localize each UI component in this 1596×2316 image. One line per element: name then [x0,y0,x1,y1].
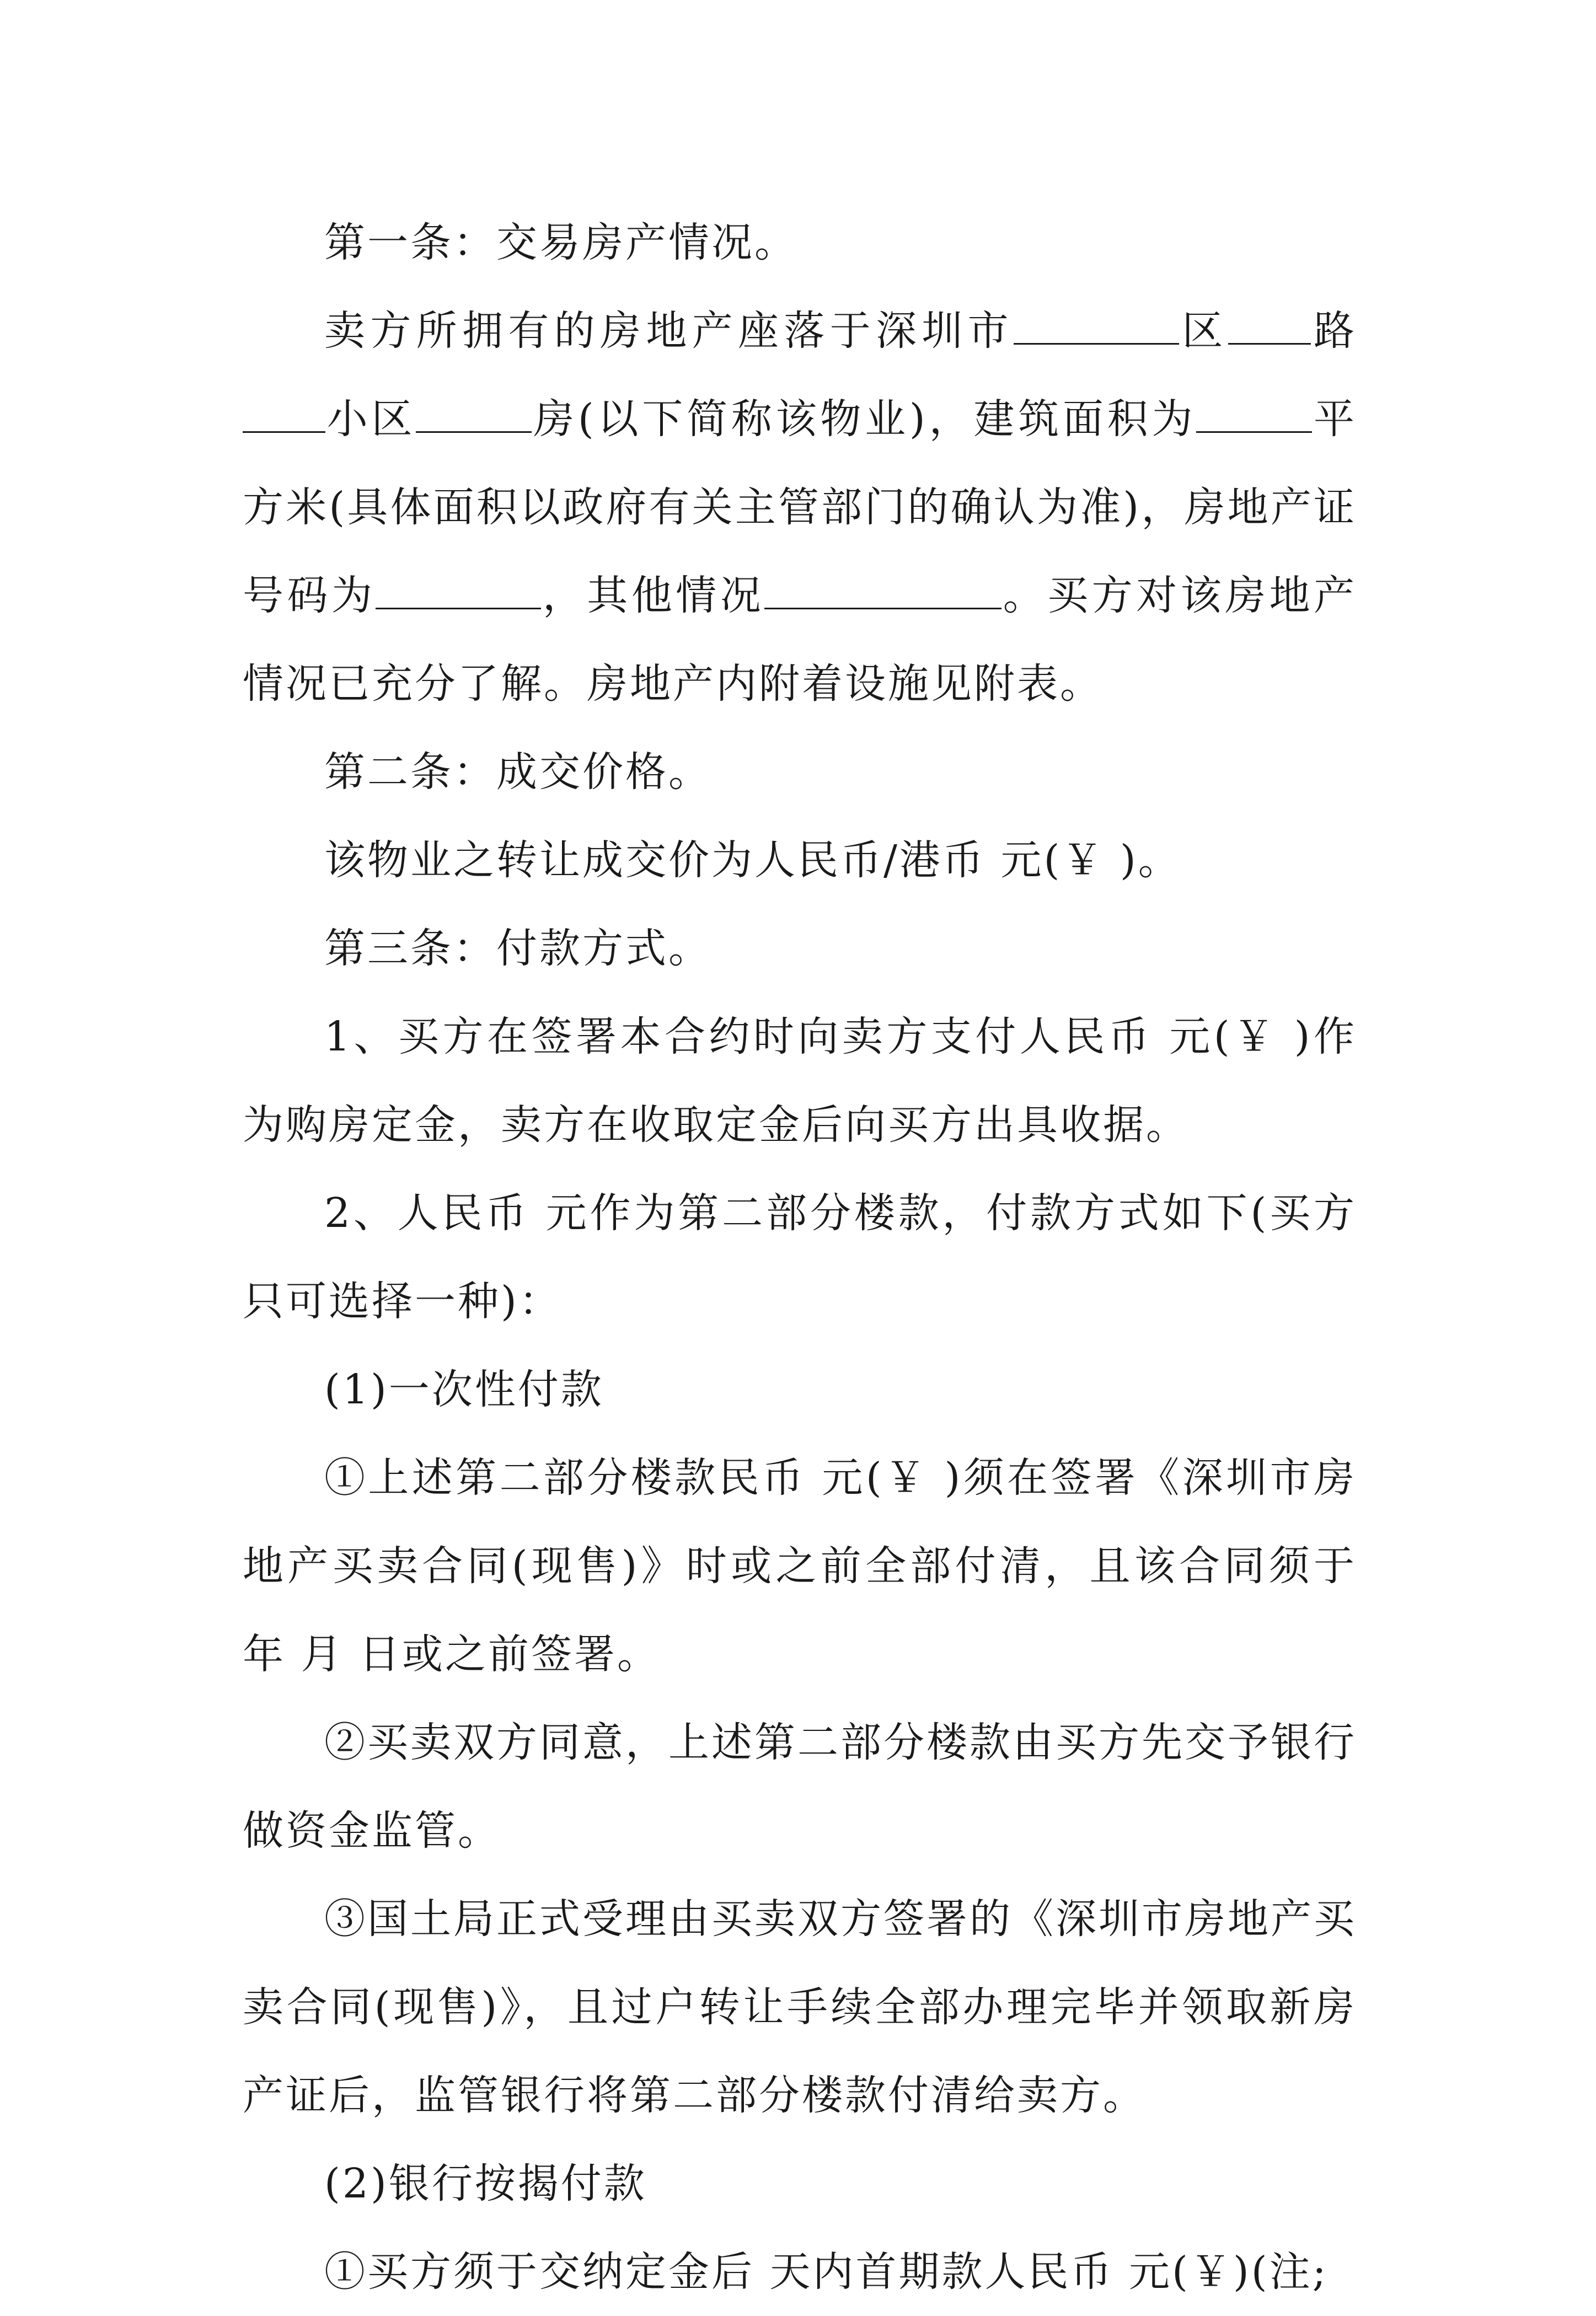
blank-room [416,394,532,433]
article-3-item-2: 2、人民币 元作为第二部分楼款，付款方式如下(买方只可选择一种)： [243,1189,1357,1325]
blank-other-conditions [764,571,1001,609]
article-1-title: 第一条：交易房产情况。 [324,219,797,266]
text-segment: 。买方对该房地产情况已充分了解。房地产内附着设施见附表。 [243,572,1357,707]
payment-option-1-clause-2: ②买卖双方同意，上述第二部分楼款由买方先交予银行做资金监管。 [243,1719,1357,1854]
payment-option-1-title: (1)一次性付款 [324,1366,604,1413]
blank-area [1196,394,1312,433]
blank-district [1014,306,1179,345]
text-segment: 卖方所拥有的房地产座落于深圳市 [324,307,1014,355]
text-segment: 平方米(具体面积以政府有关主管部门的确认为准)，房地产证号码为 [243,395,1357,619]
text-segment: 路 [1310,307,1357,355]
article-3-title: 第三条：付款方式。 [324,925,711,972]
payment-option-1-clause-3: ③国土局正式受理由买卖双方签署的《深圳市房地产买卖合同(现售)》，且过户转让手续全部办理完毕并领取新房产证后，监管银行将第二部分楼款付清给卖方。 [243,1895,1357,2119]
payment-option-1-clause-1: ①上述第二部分楼款民币 元(￥ )须在签署《深圳市房地产买卖合同(现售)》时或之前全部付清，且该合同须于 年 月 日或之前签署。 [243,1454,1357,1678]
article-2-title: 第二条：成交价格。 [324,748,711,796]
text-segment: 区 [1179,307,1228,355]
text-segment: ，其他情况 [541,572,765,619]
article-2-paragraph: 该物业之转让成交价为人民币/港币 元(￥ )。 [324,837,1181,884]
payment-option-2-title: (2)银行按揭付款 [324,2160,647,2207]
payment-option-2-clause-1: ①买方须于交纳定金后 天内首期款人民币 元(￥)(注; [324,2248,1329,2296]
contract-body [243,199,1357,2316]
article-3-item-1: 1、买方在签署本合约时向卖方支付人民币 元(￥ )作为购房定金，卖方在收取定金后向买方出具收据。 [243,1013,1357,1149]
blank-road [1228,306,1311,345]
text-segment: 房(以下简称该物业)，建筑面积为 [532,395,1197,443]
blank-certificate-number [376,571,541,609]
blank-community [243,394,325,433]
article-1-paragraph [243,287,1357,728]
text-segment: 小区 [325,395,416,443]
